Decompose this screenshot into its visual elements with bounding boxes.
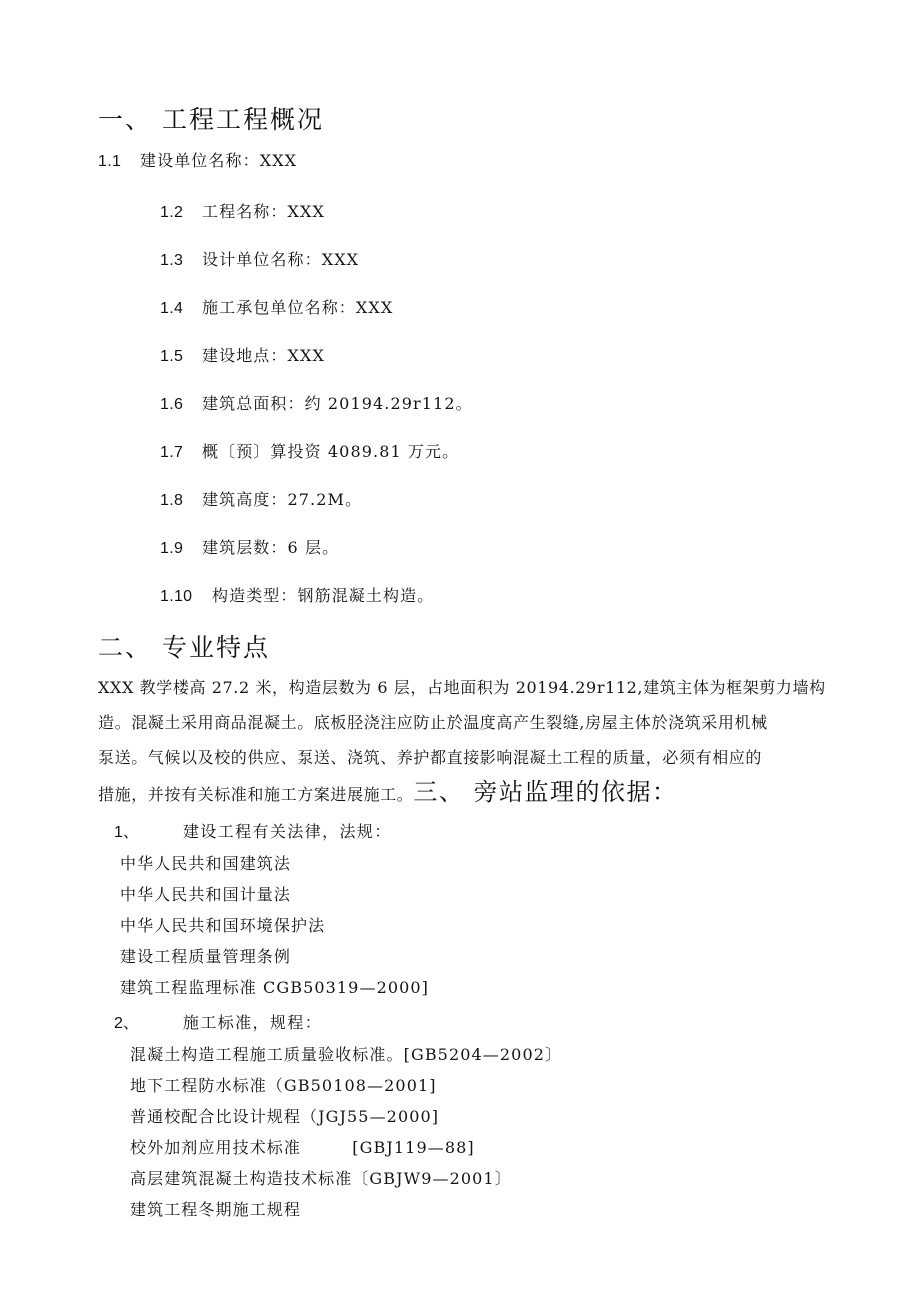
reference-entry: 校外加剂应用技术标准 [GBJ119—88] [130, 1137, 475, 1157]
paragraph-line: 泵送。气候以及校的供应、泵送、浇筑、养护都直接影响混凝土工程的质量，必须有相应的 [98, 747, 763, 767]
list-item [160, 200, 798, 225]
reference-entry: 建设工程质量管理条例 [120, 946, 292, 966]
paragraph-line-text: 措施，并按有关标准和施工方案进展施工。 [98, 784, 414, 804]
paragraph-line-with-inline-heading [98, 775, 796, 812]
list-item-text: 建筑高度：27.2M。 [202, 490, 363, 510]
paragraph-line: XXX 教学楼高 27.2 米，构造层数为 6 层，占地面积为 20194.29r112,建筑主体为框架剪力墙构 [98, 677, 826, 697]
reference-group-title: 建设工程有关法律，法规： [182, 821, 392, 841]
reference-entry-list [98, 848, 798, 1003]
list-item-number: 1.9 [160, 540, 184, 558]
list-item-text: 建设地点：XXX [202, 346, 325, 366]
reference-group-2 [98, 1007, 798, 1225]
list-item-text: 构造类型：钢筋混凝土构造。 [212, 586, 435, 606]
section-heading-2: 二、 专业特点 [98, 633, 270, 663]
reference-entry: 中华人民共和国计量法 [120, 884, 292, 904]
list-item-number: 1.6 [160, 396, 184, 414]
reference-entry: 地下工程防水标准（GB50108—2001] [130, 1075, 437, 1095]
reference-group-number: 1 [114, 823, 123, 841]
list-item-number: 1.5 [160, 348, 184, 366]
list-item-number: 1.8 [160, 492, 184, 510]
reference-entry: 混凝土构造工程施工质量验收标准。[GB5204—2002〕 [130, 1044, 563, 1064]
reference-entry: 建筑工程监理标准 CGB50319—2000] [120, 977, 430, 997]
reference-group-heading [114, 816, 798, 848]
list-item-text: 施工承包单位名称：XXX [202, 298, 394, 318]
section-heading-1: 一、 工程工程概况 [98, 105, 324, 134]
list-item-text: 建筑层数：6 层。 [202, 538, 340, 558]
section-2-paragraph [98, 670, 826, 812]
list-item-text: 工程名称：XXX [202, 202, 325, 222]
list-item-text: 设计单位名称：XXX [202, 250, 360, 270]
list-item [160, 584, 798, 609]
list-item-text: 概〔预〕算投资 4089.81 万元。 [202, 442, 460, 462]
reference-group-number: 2 [114, 1014, 123, 1032]
list-item [160, 296, 798, 321]
reference-entry: 建筑工程冬期施工规程 [130, 1199, 302, 1219]
reference-entry-list [98, 1039, 798, 1225]
reference-entry: 高层建筑混凝土构造技术标准〔GBJW9—2001〕 [130, 1168, 512, 1188]
reference-entry: 中华人民共和国环境保护法 [120, 915, 326, 935]
document-content [98, 104, 826, 1225]
list-item-number: 1.10 [160, 588, 193, 606]
list-item-number: 1.7 [160, 444, 184, 462]
list-item [98, 149, 798, 174]
reference-group-1 [98, 816, 798, 1003]
list-item-text: 建筑总面积：约 20194.29r112。 [202, 394, 473, 414]
reference-entry: 中华人民共和国建筑法 [120, 853, 292, 873]
list-item [160, 248, 798, 273]
reference-entry: 普通校配合比设计规程（JGJ55—2000] [130, 1106, 440, 1126]
reference-group-punct: 、 [122, 1012, 139, 1032]
list-item-number: 1.4 [160, 300, 184, 318]
reference-group-title: 施工标准，规程： [182, 1012, 323, 1032]
list-item-number: 1.3 [160, 252, 184, 270]
reference-group-punct: 、 [122, 821, 139, 841]
list-item [160, 392, 798, 417]
list-item-text: 建设单位名称：XXX [140, 151, 298, 171]
list-item [160, 488, 798, 513]
project-overview-list [98, 149, 798, 609]
list-item-number: 1.1 [98, 153, 122, 171]
paragraph-line: 造。混凝土采用商品混凝土。底板胫浇注应防止於温度高产生裂缝,房屋主体於浇筑采用机械 [98, 712, 768, 732]
section-heading-3-inline: 三、 旁站监理的依据： [413, 777, 678, 806]
list-item-number: 1.2 [160, 204, 184, 222]
reference-group-heading [114, 1007, 798, 1039]
list-item [160, 344, 798, 369]
list-item [160, 536, 798, 561]
list-item [160, 440, 798, 465]
